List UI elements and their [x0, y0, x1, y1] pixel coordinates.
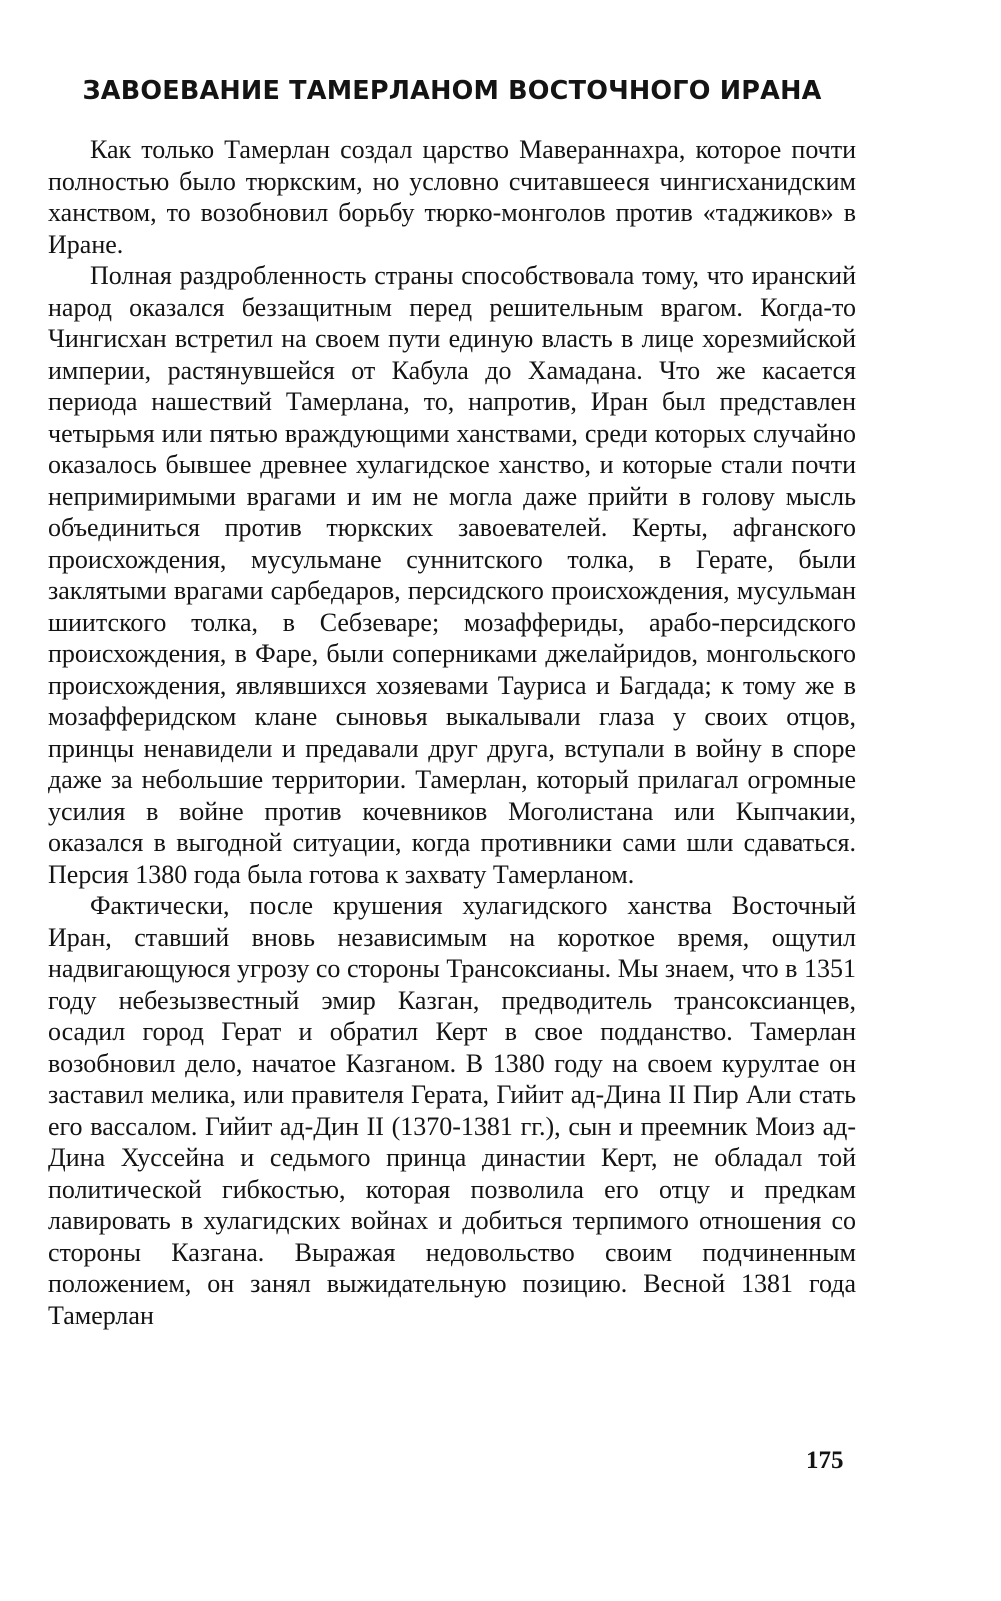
paragraph-2: Полная раздробленность страны способствовала тому, что иранский народ оказался беззащитным перед решительным врагом. Когда-то Чингисхан встретил на своем пути единую власть в лице хорезмийской империи, растянувшейся от Кабула до Хамадана. Что же касается периода нашествий Тамерлана, то, напротив, Иран был представлен четырьмя или пятью враждующими ханствами, среди которых случайно оказалось бывшее древнее хулагидское ханство, и которые стали почти непримиримыми врагами и им не могла даже прийти в голову мысль объединиться против тюркских завоевателей. Керты, афганского происхождения, мусульмане суннитского толка, в Герате, были заклятыми врагами сарбедаров, персидского происхождения, мусульман шиитского толка, в Себзеваре; мозаффериды, арабо-персидского происхождения, в Фаре, были соперниками джелайридов, монгольского происхождения, являвшихся хозяевами Тауриса и Багдада; к тому же в мозафферидском клане сыновья выкалывали глаза у своих отцов, принцы ненавидели и предавали друг друга, вступали в войну в споре даже за небольшие территории. Тамерлан, который прилагал огромные усилия в войне против кочевников Моголистана или Кыпчакии, оказался в выгодной ситуации, когда противники сами шли сдаваться. Персия 1380 года была готова к захвату Тамерланом.: [48, 261, 856, 889]
paragraph-3: Фактически, после крушения хулагидского ханства Восточный Иран, ставший вновь независимым на короткое время, ощутил надвигающуюся угрозу со стороны Трансоксианы. Мы знаем, что в 1351 году небезызвестный эмир Казган, предводитель трансоксианцев, осадил город Герат и обратил Керт в свое подданство. Тамерлан возобновил дело, начатое Казганом. В 1380 году на своем курултае он заставил мелика, или правителя Герата, Гийит ад-Дина II Пир Али стать его вассалом. Гийит ад-Дин II (1370-1381 гг.), сын и преемник Моиз ад-Дина Хуссейна и седьмого принца династии Керт, не обладал той политической гибкостью, которая позволила его отцу и предкам лавировать в хулагидских войнах и добиться терпимого отношения со стороны Казгана. Выражая недовольство своим подчиненным положением, он занял выжидательную позицию. Весной 1381 года Тамерлан: [48, 891, 856, 1330]
paragraph-1: Как только Тамерлан создал царство Мавераннахра, которое почти полностью было тюркским, но условно считавшееся чингисханидским ханством, то возобновил борьбу тюрко-монголов против «таджиков» в Иране.: [48, 135, 856, 259]
page-number: 175: [806, 1447, 844, 1474]
chapter-heading: ЗАВОЕВАНИЕ ТАМЕРЛАНОМ ВОСТОЧНОГО ИРАНА: [82, 76, 822, 106]
book-page: [48, 74, 856, 1574]
body-text: [48, 134, 856, 1331]
